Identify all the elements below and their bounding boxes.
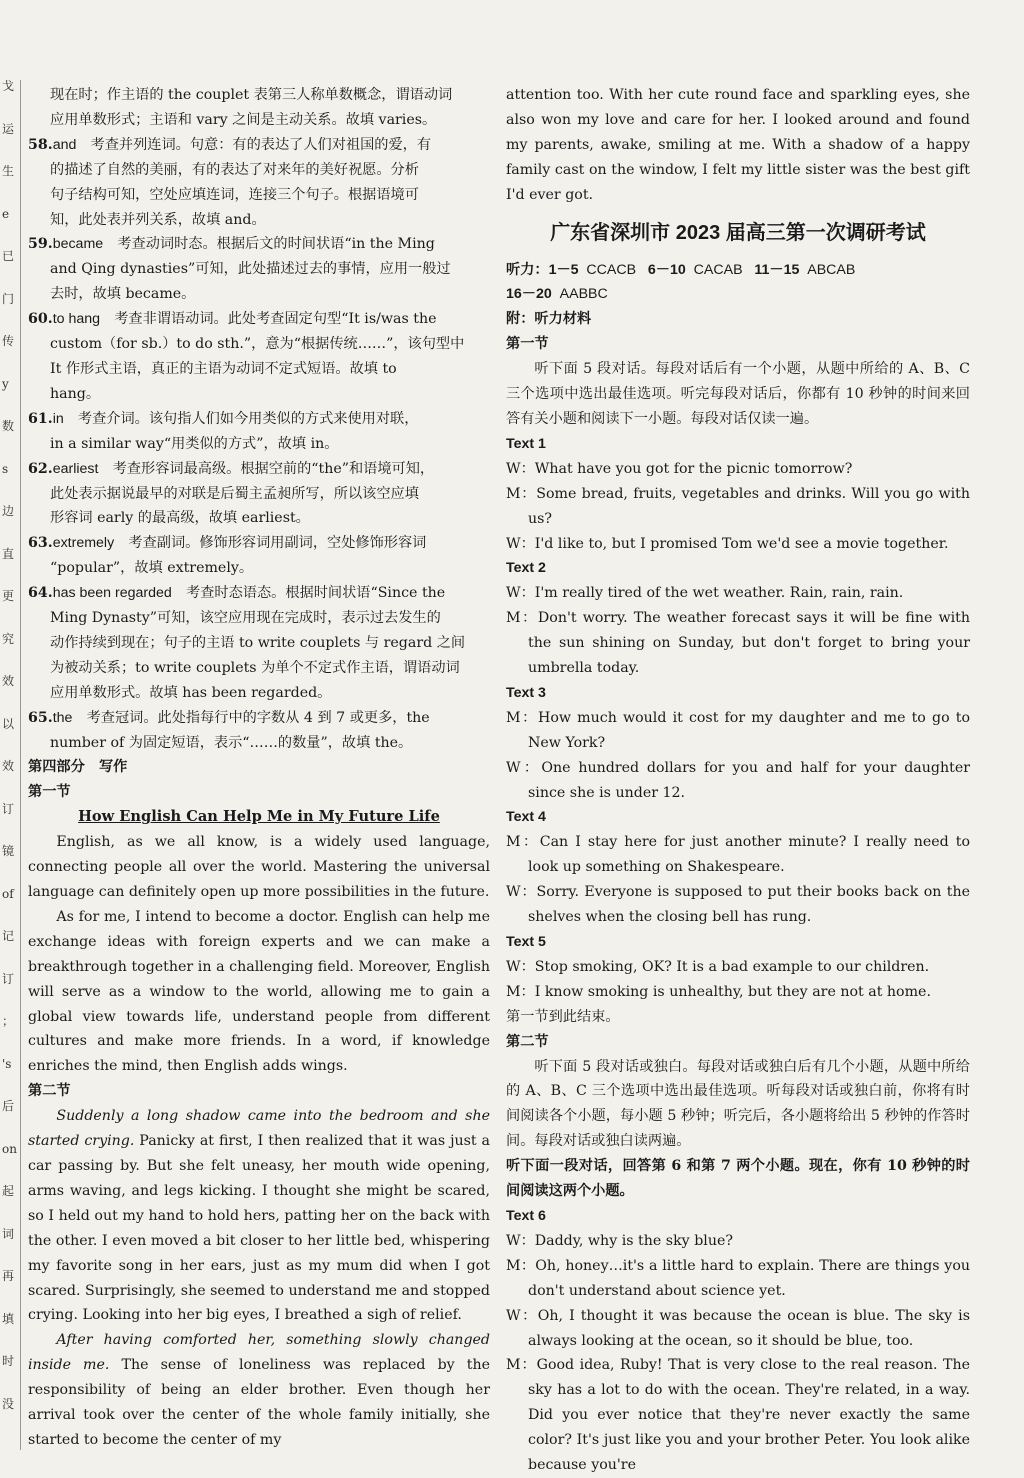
- text-label: Text 3: [506, 684, 546, 701]
- story-continuation: attention too. With her cute round face and sparkling eyes, she also won my love and care for her. I looked around and found my parents, awake, smiling at me. With a shadow of a happy family cast on the window, I felt my little sister was the best gift I'd ever got.: [506, 87, 970, 203]
- listening-section1-heading: 第一节: [506, 336, 549, 353]
- margin-char: 戈: [2, 79, 15, 93]
- question-number: 62.: [28, 460, 53, 477]
- margin-char: 传: [2, 334, 15, 348]
- answer-item-line: [28, 83, 490, 108]
- margin-char: 运: [2, 122, 15, 136]
- answer-item: [28, 706, 490, 756]
- question-number: 59.: [28, 236, 53, 253]
- answer-item-line: [28, 706, 490, 731]
- answer-keys: [506, 258, 970, 308]
- explanation-text: hang。: [50, 385, 101, 402]
- section1-instructions: 听下面 5 段对话。每段对话后有一个小题，从题中所给的 A、B、C 三个选项中选出最佳选项。听完每段对话后，你都有 10 秒钟的时间来回答有关小题和阅读下一小题。每段对话仅读一遍。: [506, 361, 970, 427]
- answer-item-line: [28, 307, 490, 332]
- question-number: 60.: [28, 311, 53, 328]
- explanation-text: 考查形容词最高级。根据空前的“the”和语境可知，: [98, 460, 435, 477]
- answer-item: [28, 133, 490, 233]
- key-answers: CCACB: [586, 261, 637, 278]
- explanation-text: and Qing dynasties”可知，此处描述过去的事情，应用一般过: [50, 261, 451, 278]
- answer-word: has been regarded: [52, 585, 172, 602]
- answer-item-line: [28, 133, 490, 158]
- answer-word: became: [52, 236, 104, 253]
- answer-item-line: [28, 457, 490, 482]
- answer-word: the: [52, 709, 73, 726]
- text-label: Text 5: [506, 934, 546, 950]
- dialog-line: W：Sorry. Everyone is supposed to put their books back on the shelves when the closing bell has rung.: [506, 884, 970, 926]
- story-paragraph: [28, 1104, 490, 1328]
- appendix-heading: 附：听力材料: [506, 311, 592, 328]
- listening-section2-heading: 第二节: [506, 1033, 549, 1050]
- story-text: Panicky at first, I then realized that it was just a car passing by. But she felt uneasy, her mouth wide opening, arms waving, and legs kicking. I thought she might be scared, so I held out my hand to hold hers, patting her on the back with the other. I even moved a bit closer to her little bed, whispering my favorite song in her ears, just as my mum did when I got scared. Surprisingly, she seemed to understand me and stopped crying. Looking into her big eyes, I breathed a sigh of relief.: [28, 1133, 490, 1324]
- listening-transcripts: [506, 432, 970, 1005]
- writing-section2-heading: 第二节: [28, 1083, 71, 1100]
- margin-char: 以: [2, 717, 15, 731]
- key-range: 11－15: [754, 261, 800, 278]
- text6-transcript: [506, 1204, 970, 1478]
- dialog-line: W：Oh, I thought it was because the ocean is blue. The sky is always looking at the ocean, so it should be blue, too.: [506, 1307, 970, 1349]
- explanation-text: 句子结构可知，空处应填连词，连接三个句子。根据语境可: [50, 186, 419, 203]
- margin-char: y: [2, 377, 9, 391]
- explanation-text: It 作形式主语，真正的主语为动词不定式短语。故填 to: [50, 360, 397, 377]
- margin-char: ；: [2, 1014, 15, 1028]
- dialog-line: W：I'm really tired of the wet weather. Rain, rain, rain.: [506, 585, 904, 602]
- binding-line: [20, 80, 21, 1450]
- margin-char: 究: [2, 632, 15, 646]
- dialog-line: W：One hundred dollars for you and half for your daughter since she is under 12.: [506, 759, 970, 801]
- explanation-text: Ming Dynasty”可知，该空应用现在完成时，表示过去发生的: [50, 610, 441, 627]
- question-number: 58.: [28, 136, 53, 153]
- essay-paragraph: As for me, I intend to become a doctor. English can help me exchange ideas with foreign experts and we can make a breakthrough together in a challenging field. Moreover, English will serve as a window to the world, allowing me to gain a global view towards life, understand people from different cultures and make more friends. In a word, if knowledge enriches the mind, then English adds wings.: [28, 908, 490, 1075]
- answer-item: [28, 407, 490, 457]
- margin-char: 's: [2, 1057, 12, 1071]
- story-opening: After having comforted her, something slowly changed inside me.: [28, 1332, 490, 1374]
- part4-heading: 第四部分 写作: [28, 759, 128, 776]
- margin-char: 已: [2, 249, 15, 263]
- answer-word: extremely: [52, 535, 115, 552]
- question-number: 61.: [28, 410, 53, 427]
- answer-word: in: [52, 410, 64, 427]
- dialog-line: W：What have you got for the picnic tomorrow?: [506, 460, 853, 477]
- margin-char: 填: [2, 1312, 15, 1326]
- explanation-text: 考查副词。修饰形容词用副词，空处修饰形容词: [114, 535, 427, 552]
- dialog-line: M：Oh, honey…it's a little hard to explain. There are things you don't understand about science yet.: [506, 1257, 970, 1299]
- explanation-text: “popular”，故填 extremely。: [50, 560, 254, 577]
- margin-char: 词: [2, 1227, 15, 1241]
- dialog-line: M：Can I stay here for just another minute? I really need to look up something on Shakespeare.: [506, 834, 970, 876]
- margin-char: 更: [2, 589, 15, 603]
- right-column: [506, 83, 970, 1478]
- answer-item: [28, 307, 490, 407]
- answer-item: [28, 457, 490, 532]
- explanation-text: 动作持续到现在；句子的主语 to write couplets 与 regard 之间: [50, 634, 466, 651]
- margin-char: 直: [2, 547, 15, 561]
- explanation-text: 为被动关系；to write couplets 为单个不定式作主语，谓语动词: [50, 659, 460, 676]
- story-opening: Suddenly a long shadow came into the bedroom and she started crying.: [28, 1108, 490, 1150]
- explanation-text: 的描述了自然的美丽，有的表达了对来年的美好祝愿。分析: [50, 161, 419, 178]
- explanation-text: 应用单数形式。故填 has been regarded。: [50, 684, 332, 701]
- explanation-text: 去时，故填 became。: [50, 286, 196, 303]
- answer-item: [28, 83, 490, 133]
- dialog-line: M：Some bread, fruits, vegetables and drinks. Will you go with us?: [506, 485, 970, 527]
- answer-word: and: [52, 136, 77, 153]
- explanation-text: custom（for sb.）to do sth.”，意为“根据传统……”，该句型中: [50, 336, 465, 353]
- answer-item-line: [28, 232, 490, 257]
- key-answers: CACAB: [693, 261, 743, 278]
- explanation-text: 此处表示据说最早的对联是后蜀主孟昶所写，所以该空应填: [50, 485, 419, 502]
- margin-char: 记: [2, 929, 15, 943]
- answer-item-line: [28, 531, 490, 556]
- margin-char: 没: [2, 1397, 15, 1411]
- dialog-line: M：Good idea, Ruby! That is very close to the real reason. The sky has a lot to do with the ocean. They're related, in a way. Did you ever notice that they're never exactly the same color? It's just like you and your brother Peter. You look alike because you're: [506, 1357, 970, 1474]
- answer-explanations: [28, 83, 490, 755]
- margin-char: 时: [2, 1354, 15, 1368]
- margin-char: 生: [2, 164, 15, 178]
- dialog-line: M：Don't worry. The weather forecast says it will be fine with the sun shining on Sunday, but don't forget to bring your umbrella today.: [506, 610, 970, 677]
- answer-word: earliest: [52, 460, 99, 477]
- dialog-line: W：Daddy, why is the sky blue?: [506, 1232, 733, 1249]
- explanation-text: 考查介词。该句指人们如今用类似的方式来使用对联，: [63, 410, 419, 427]
- text6-notice: 听下面一段对话，回答第 6 和第 7 两个小题。现在，你有 10 秒钟的时间阅读这两个小题。: [506, 1158, 970, 1200]
- explanation-text: number of 为固定短语，表示“……的数量”，故填 the。: [50, 734, 413, 751]
- key-answers: AABBC: [559, 286, 608, 303]
- answer-item-line: [28, 581, 490, 606]
- binding-margin-text: [0, 80, 16, 1450]
- margin-char: on: [2, 1142, 17, 1156]
- margin-char: 再: [2, 1269, 15, 1283]
- explanation-text: 应用单数形式；主语和 vary 之间是主动关系。故填 varies。: [50, 111, 437, 128]
- question-number: 63.: [28, 535, 53, 552]
- margin-char: s: [2, 462, 9, 476]
- dialog-line: M：How much would it cost for my daughter and me to go to New York?: [506, 709, 970, 751]
- essay-title: How English Can Help Me in My Future Life: [78, 808, 440, 826]
- story-paragraph: [28, 1328, 490, 1453]
- writing-section1-heading: 第一节: [28, 784, 71, 801]
- margin-char: 数: [2, 419, 15, 433]
- answer-item: [28, 581, 490, 706]
- explanation-text: 形容词 early 的最高级，故填 earliest。: [50, 510, 310, 527]
- text-label: Text 1: [506, 435, 546, 452]
- explanation-text: in a similar way“用类似的方式”，故填 in。: [50, 435, 339, 452]
- key-range: 6－10: [647, 261, 686, 278]
- margin-char: e: [2, 207, 10, 221]
- margin-char: 门: [2, 292, 15, 306]
- key-range: 16－20: [506, 286, 552, 303]
- explanation-text: 知，此处表并列关系，故填 and。: [50, 211, 266, 228]
- question-number: 64.: [28, 585, 53, 602]
- explanation-text: 考查动词时态。根据后文的时间状语“in the Ming: [103, 236, 435, 253]
- explanation-text: 考查时态语态。根据时间状语“Since the: [171, 585, 446, 602]
- answer-word: to hang: [52, 311, 101, 328]
- margin-char: 订: [2, 802, 15, 816]
- margin-char: 订: [2, 972, 15, 986]
- dialog-line: W：I'd like to, but I promised Tom we'd see a movie together.: [506, 535, 949, 552]
- margin-char: 效: [2, 674, 15, 688]
- dialog-line: W：Stop smoking, OK? It is a bad example to our children.: [506, 958, 930, 975]
- key-range: 听力：1－5: [506, 261, 579, 278]
- answer-item-line: [28, 407, 490, 432]
- text-label: Text 4: [506, 809, 546, 826]
- exam-title: 广东省深圳市 2023 届高三第一次调研考试: [550, 221, 926, 244]
- text-label: Text 6: [506, 1207, 546, 1224]
- explanation-text: 考查冠词。此处指每行中的字数从 4 到 7 或更多，the: [72, 709, 430, 726]
- text-label: Text 2: [506, 560, 546, 577]
- margin-char: of: [2, 887, 14, 901]
- margin-char: 效: [2, 759, 15, 773]
- margin-char: 起: [2, 1184, 15, 1198]
- explanation-text: 考查并列连词。句意：有的表达了人们对祖国的爱，有: [76, 136, 432, 153]
- section1-end: 第一节到此结束。: [506, 1008, 620, 1025]
- story-text: The sense of loneliness was replaced by the responsibility of being an elder brother. Even though her arrival took over the center of the whole family initially, she started to become the center of my: [28, 1357, 490, 1448]
- answer-item: [28, 232, 490, 307]
- explanation-text: 考查非谓语动词。此处考查固定句型“It is/was the: [100, 311, 437, 328]
- left-column: [28, 83, 490, 1453]
- question-number: 65.: [28, 709, 53, 726]
- answer-item: [28, 531, 490, 581]
- margin-char: 边: [2, 504, 15, 518]
- top-mark: [620, 0, 640, 6]
- key-answers: ABCAB: [807, 261, 856, 278]
- dialog-line: M：I know smoking is unhealthy, but they are not at home.: [506, 983, 931, 1000]
- essay-paragraph: English, as we all know, is a widely used language, connecting people all over the world. Mastering the universal language can definitely open up more possibilities in the future.: [28, 834, 490, 900]
- explanation-text: 现在时；作主语的 the couplet 表第三人称单数概念，谓语动词: [50, 87, 453, 103]
- margin-char: 后: [2, 1099, 15, 1113]
- margin-char: 镜: [2, 844, 15, 858]
- section2-instructions: 听下面 5 段对话或独白。每段对话或独白后有几个小题，从题中所给的 A、B、C 三个选项中选出最佳选项。听每段对话或独白前，你将有时间阅读各个小题，每小题 5 秒钟；听完后，各小题将给出 5 秒钟的作答时间。每段对话或独白读两遍。: [506, 1058, 970, 1150]
